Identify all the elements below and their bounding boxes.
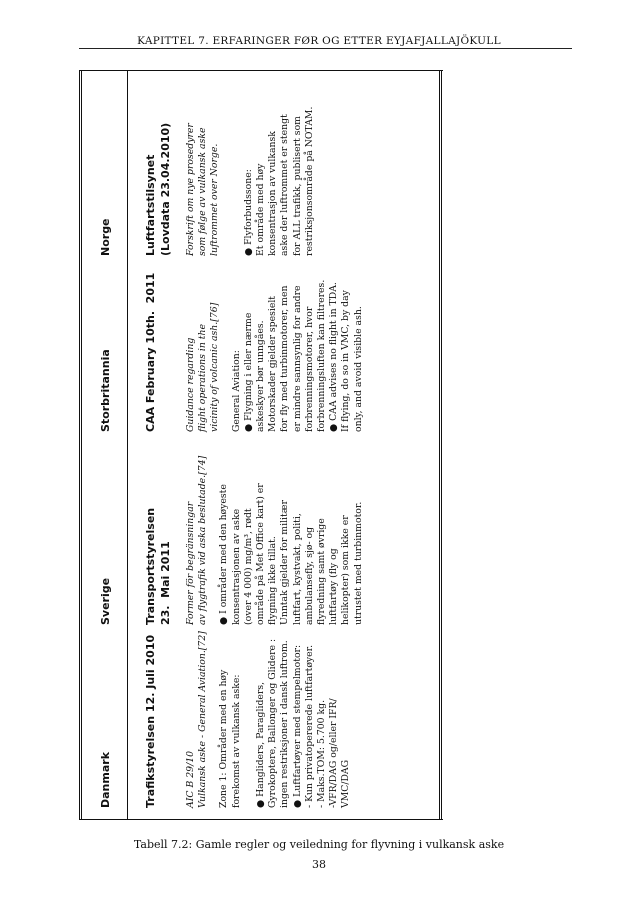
column-authority: Transportstyrelsen 23. Mai 2011 [144, 507, 172, 625]
running-head: KAPITTEL 7. ERFARINGER FØR OG ETTER EYJAFJALLAJÖKULL [137, 35, 501, 47]
regulation-title-line: luftrommet over Norge. [209, 143, 221, 256]
regulation-text-line: flygning ikke tillat. [267, 536, 279, 625]
regulation-text-line: General Aviation: [230, 350, 242, 432]
table-top-rule [79, 70, 80, 820]
regulation-text-line: -VFR/DAG og/eller IFR/ [328, 698, 340, 808]
regulation-text-line: utrustet med turbinmotor. [352, 501, 364, 625]
column-body [185, 280, 365, 432]
regulation-text-line: restriksjonsområde på NOTAM. [303, 106, 315, 256]
column-authority: Trafikstyrelsen 12. Juli 2010 [144, 634, 157, 808]
regulation-text-line: konsentrasjon av vulkansk [267, 131, 279, 256]
regulation-text-line: Motorskader gjelder spesielt [267, 295, 279, 432]
regulation-text-line: er mindre sannsynlig for andre [291, 285, 303, 432]
regulation-text-line: ● I områder med den høyeste [218, 484, 230, 625]
regulation-title-line: Guidance regarding [185, 337, 196, 432]
regulation-text-line: ● Flygning i eller nærme [242, 312, 254, 432]
regulation-text-line: (over 4 000) mg/m³, rødt [242, 508, 254, 625]
regulation-title-line: Vulkansk aske - General Aviation.[72] [197, 631, 209, 808]
rotated-table [79, 70, 443, 820]
table-bottom-rule [439, 70, 440, 820]
table-caption: Tabell 7.2: Gamle regler og veiledning for flyvning i vulkansk aske [133, 838, 505, 851]
table-top-rule-double [81, 70, 82, 820]
regulation-title-line: av flygtrafik vid aska beslutade.[74] [197, 455, 209, 625]
column-header: Norge [99, 218, 112, 256]
column-body [185, 107, 316, 256]
column-header: Danmark [99, 751, 112, 808]
regulation-text-line: VMC/DAG [340, 759, 352, 808]
regulation-text-line: forbrenningsmotorer, hvor [303, 306, 315, 432]
regulation-text-line: ● Hangliders, Paragliders, [255, 681, 267, 808]
regulation-text-line: for ALL trafikk, publisert som [291, 116, 303, 256]
regulation-text-line: ● CAA advises no flight in TDA. [328, 282, 340, 432]
regulation-text-line: luftfartøy (fly og [328, 548, 340, 625]
regulation-title-line: Former för begränsningar [185, 501, 196, 625]
table-right-border [79, 70, 443, 71]
regulation-text-line: Zone 1: Områder med en høy [218, 669, 230, 808]
regulation-text-line: ambulansefly, sjø- og [303, 526, 315, 625]
column-body [185, 631, 353, 808]
regulation-text-line: forbrenningsluften kan filtreres. [316, 279, 328, 432]
regulation-text-line: Gyrokoptere, Ballonger og Glidere : [267, 638, 279, 808]
column-body [185, 456, 365, 625]
regulation-title-line: AIC B 29/10 [185, 750, 196, 808]
regulation-title-line: Forskrift om nye prosedyrer [185, 123, 196, 256]
regulation-text-line: - Kun privatopererede luftfartøyer. [303, 644, 315, 808]
regulation-text-line: askeskyer bør unngåes. [255, 320, 267, 432]
regulation-title-line: som følge av vulkansk aske [197, 127, 209, 256]
column-header: Sverige [99, 577, 112, 625]
regulation-text-line: flyredning samt øvrige [316, 518, 328, 625]
regulation-title-line: vicinity of volcanic ash.[76] [209, 302, 221, 432]
regulation-text-line: Unntak gjelder for militær [279, 500, 291, 625]
table-left-border [79, 819, 443, 820]
column-authority: Luftfartstilsynet (Lovdata 23.04.2010) [144, 122, 172, 256]
header-rule-line [127, 70, 128, 820]
table-bottom-rule-double [441, 70, 442, 820]
regulation-text-line: luftfart, kystvakt, politi, [291, 513, 303, 625]
rules-table [79, 70, 443, 820]
column-header: Storbritannia [99, 349, 112, 432]
regulation-text-line: - Maks.TOM: 5.700 kg. [316, 699, 328, 808]
regulation-text-line: forekomst av vulkansk aske: [230, 674, 242, 808]
regulation-text-line: område på Met Office kart) er [255, 483, 267, 625]
regulation-text-line: Et område med høy [255, 163, 267, 256]
header-rule [79, 48, 572, 49]
regulation-text-line: ingen restriksjoner i dansk luftrom. [279, 640, 291, 808]
regulation-text-line [231, 107, 243, 256]
regulation-text-line: konsentrasjonen av aske [230, 508, 242, 625]
regulation-text-line: If flying, do so in VMC, by day [340, 290, 352, 432]
regulation-text-line: aske der luftrommet er stengt [279, 114, 291, 256]
column-authority: CAA February 10th. 2011 [144, 272, 157, 432]
page-number: 38 [312, 858, 326, 871]
regulation-text-line: ● Luftfartøyer med stempelmotor: [291, 644, 303, 808]
regulation-text-line: for fly med turbinmotorer, men [279, 285, 291, 432]
regulation-text-line: helikopter) som ikke er [340, 515, 352, 625]
regulation-text-line [243, 631, 255, 808]
regulation-text-line: only, and avoid visible ash. [352, 306, 364, 432]
regulation-title-line: flight operations in the [197, 323, 209, 432]
regulation-text-line: ● Flyforbudssone: [242, 169, 254, 256]
